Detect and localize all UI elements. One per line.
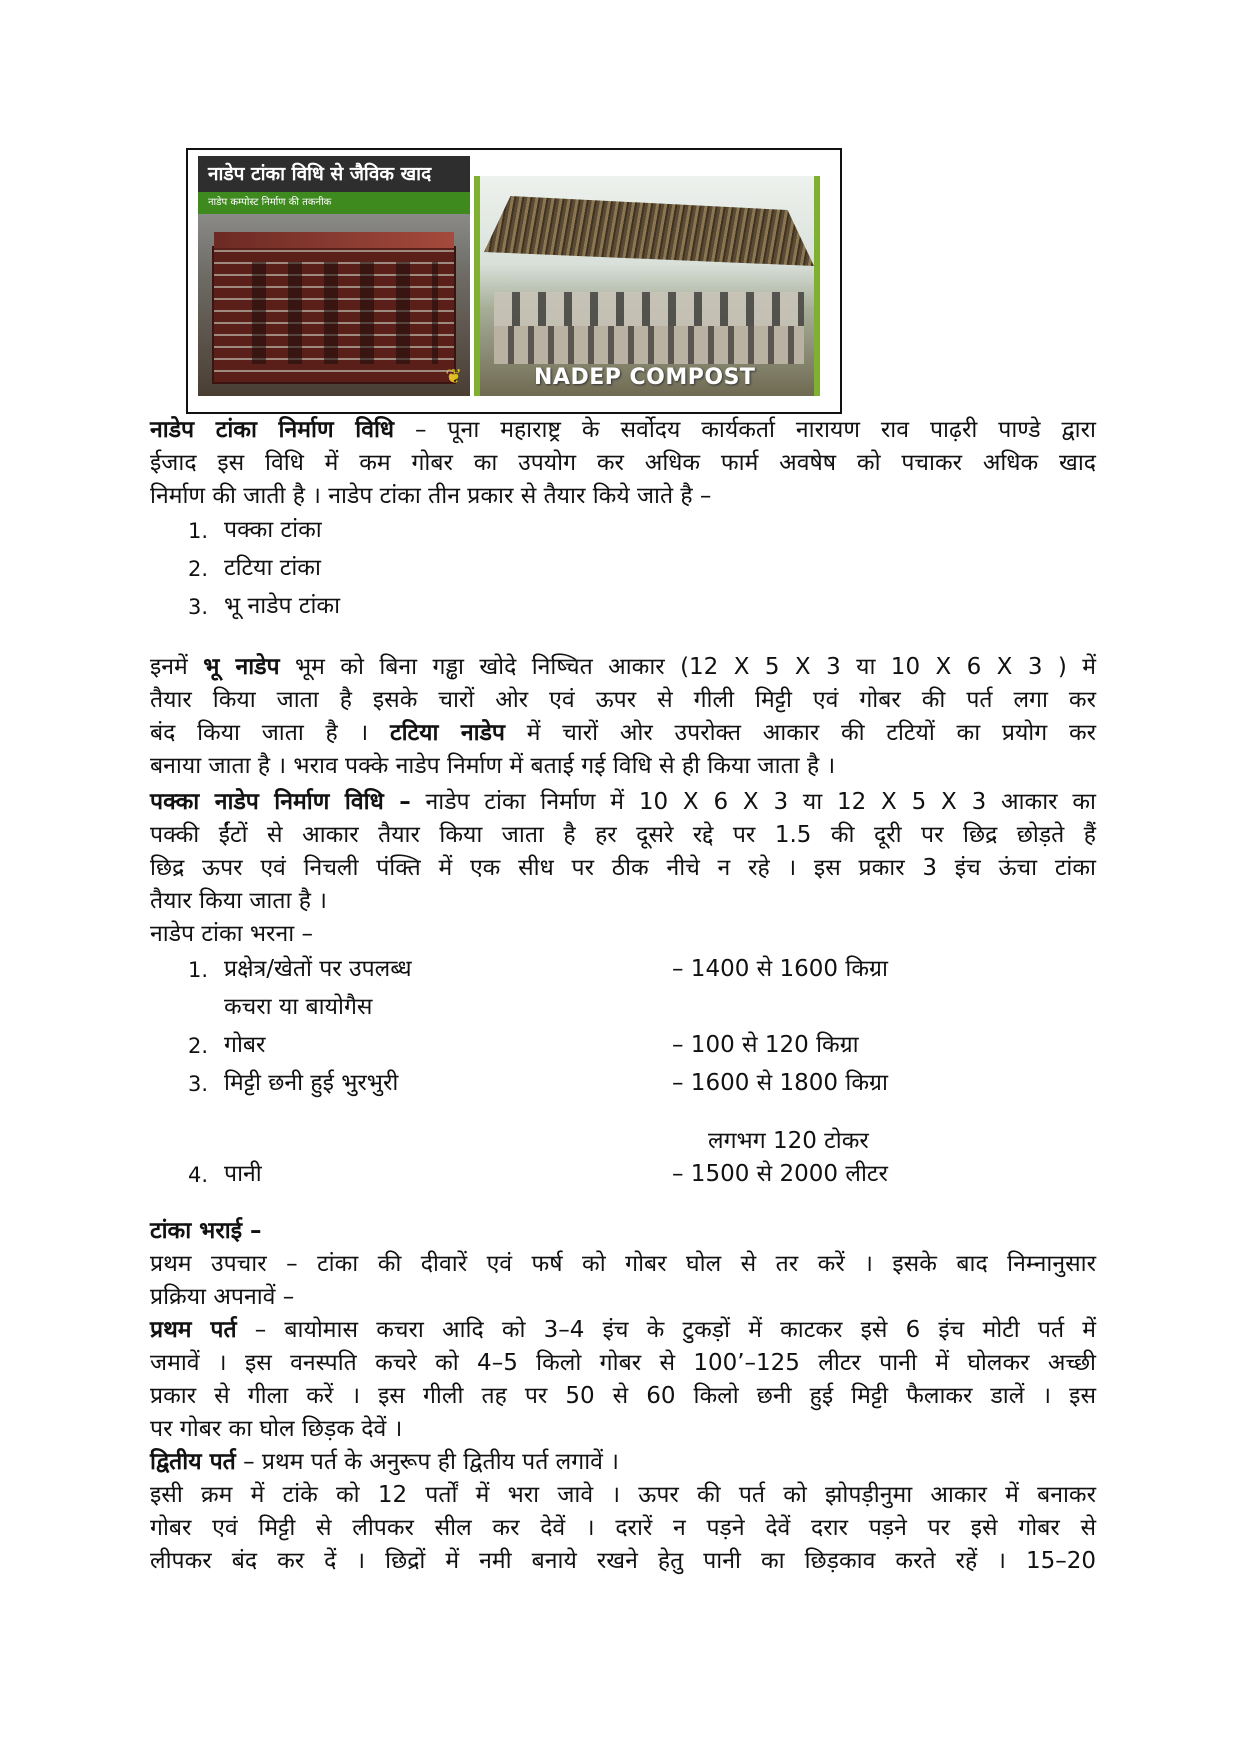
para2-bold-tatiya-nadep: टटिया नाडेप: [389, 720, 505, 746]
pratham-parat-heading: प्रथम पर्त: [150, 1317, 237, 1343]
filling-num: 3.: [188, 1072, 209, 1096]
final-line2: गोबर एवं मिट्टी से लीपकर सील कर देवें । दरारें न पड़ने देवें दरार पड़ने पर इसे गोबर से: [150, 1515, 1096, 1541]
para1-line2: ईजाद इस विधि में कम गोबर का उपयोग कर अधिक फार्म अवषेष को पचाकर अधिक खाद: [150, 450, 1096, 476]
para1-line1: [150, 414, 1096, 447]
para2-text: भूम को बिना गड्ढा खोदे निष्चित आकार (12 X 5 X 3 या 10 X 6 X 3 ) में: [294, 654, 1096, 680]
dwitiya-parat-line1: [150, 1446, 619, 1479]
final-line3: लीपकर बंद कर दें । छिद्रों में नमी बनाये रखने हेतु पानी का छिड़काव करते रहें । 15–20: [150, 1548, 1096, 1574]
brick-tank-photo: [198, 156, 470, 396]
para3-line2: पक्की ईंटों से आकार तैयार किया जाता है हर दूसरे रद्दे पर 1.5 की दूरी पर छिद्र छोड़ते हैं: [150, 822, 1096, 848]
bharai-line2: प्रक्रिया अपनावें –: [150, 1284, 295, 1310]
pratham-parat-line2: जमावें । इस वनस्पति कचरे को 4–5 किलो गोबर से 100’–125 लीटर पानी में घोलकर अच्छी: [150, 1350, 1096, 1376]
filling-label2: कचरा या बायोगैस: [224, 994, 373, 1020]
filling-qty2: लगभग 120 टोकर: [708, 1128, 869, 1154]
para1-heading: नाडेप टांका निर्माण विधि: [150, 417, 395, 443]
filling-label: पानी: [224, 1161, 262, 1187]
brick-wall-graphic: [212, 246, 456, 384]
para3-heading: पक्का नाडेप निर्माण विधि –: [150, 789, 411, 815]
type-num: 1.: [188, 519, 209, 543]
nadep-banner-image: [186, 148, 842, 414]
nadep-shed-photo: [474, 176, 820, 396]
para3-text: नाडेप टांका निर्माण में 10 X 6 X 3 या 12 X 5 X 3 आकार का: [425, 789, 1096, 815]
filling-label: मिट्टी छनी हुई भुरभुरी: [224, 1070, 399, 1096]
para2-line2: तैयार किया जाता है इसके चारों ओर एवं ऊपर से गीली मिट्टी एवं गोबर की पर्त लगा कर: [150, 687, 1096, 713]
type-label: पक्का टांका: [224, 517, 322, 543]
para2-text: इनमें: [150, 654, 188, 680]
para2-text: बंद किया जाता है ।: [150, 720, 369, 746]
type-num: 2.: [188, 557, 209, 581]
bharai-heading: टांका भराई –: [150, 1218, 262, 1244]
para2-line3: [150, 717, 1096, 750]
dwitiya-parat-heading: द्वितीय पर्त: [150, 1449, 236, 1475]
pratham-parat-line4: पर गोबर का घोल छिड़क देवें ।: [150, 1416, 403, 1442]
filling-qty: – 1500 से 2000 लीटर: [672, 1161, 888, 1187]
filling-qty: – 100 से 120 किग्रा: [672, 1032, 859, 1058]
para3-line4: तैयार किया जाता है ।: [150, 888, 327, 914]
filling-num: 2.: [188, 1034, 209, 1058]
type-num: 3.: [188, 595, 209, 619]
type-label: भू नाडेप टांका: [224, 593, 341, 619]
filling-label: गोबर: [224, 1032, 266, 1058]
banner-subtitle: नाडेप कम्पोस्ट निर्माण की तकनीक: [198, 192, 470, 214]
para2-line1: [150, 651, 1096, 684]
pratham-parat-text: – बायोमास कचरा आदि को 3–4 इंच के टुकड़ों में काटकर इसे 6 इंच मोटी पर्त में: [254, 1317, 1096, 1343]
para2-bold-bhu-nadep: भू नाडेप: [203, 654, 280, 680]
type-label: टटिया टांका: [224, 555, 321, 581]
banner-title: नाडेप टांका विधि से जैविक खाद: [198, 156, 470, 192]
final-line1: इसी क्रम में टांके को 12 पर्तों में भरा जावे । ऊपर की पर्त को झोपड़ीनुमा आकार में बनाकर: [150, 1482, 1096, 1508]
bharai-line1: प्रथम उपचार – टांका की दीवारें एवं फर्ष को गोबर घोल से तर करें । इसके बाद निम्नानुसार: [150, 1251, 1096, 1277]
pratham-parat-line3: प्रकार से गीला करें । इस गीली तह पर 50 से 60 किलो छनी हुई मिट्टी फैलाकर डालें । इस: [150, 1383, 1096, 1409]
para3-line1: [150, 786, 1096, 819]
pratham-parat-line1: [150, 1314, 1096, 1347]
leaf-logo-icon: ❦: [445, 364, 462, 388]
filling-qty: – 1400 से 1600 किग्रा: [672, 956, 888, 982]
banner-caption: NADEP COMPOST: [534, 365, 756, 390]
para2-text: में चारों ओर उपरोक्त आकार की टटियों का प्रयोग कर: [526, 720, 1097, 746]
filling-heading: नाडेप टांका भरना –: [150, 921, 313, 947]
filling-label: प्रक्षेत्र/खेतों पर उपलब्ध: [224, 956, 412, 982]
para3-line3: छिद्र ऊपर एवं निचली पंक्ति में एक सीध पर ठीक नीचे न रहे । इस प्रकार 3 इंच ऊंचा टांका: [150, 855, 1096, 881]
filling-num: 1.: [188, 958, 209, 982]
para1-line3: निर्माण की जाती है । नाडेप टांका तीन प्रकार से तैयार किये जाते है –: [150, 483, 712, 509]
filling-num: 4.: [188, 1163, 209, 1187]
para1-text1: – पूना महाराष्ट्र के सर्वोदय कार्यकर्ता नारायण राव पाढ़री पाण्डे द्वारा: [415, 417, 1096, 443]
dwitiya-parat-text: – प्रथम पर्त के अनुरूप ही द्वितीय पर्त लगावें ।: [243, 1449, 619, 1475]
filling-qty: – 1600 से 1800 किग्रा: [672, 1070, 888, 1096]
para2-line4: बनाया जाता है । भराव पक्के नाडेप निर्माण में बताई गई विधि से ही किया जाता है ।: [150, 753, 836, 779]
